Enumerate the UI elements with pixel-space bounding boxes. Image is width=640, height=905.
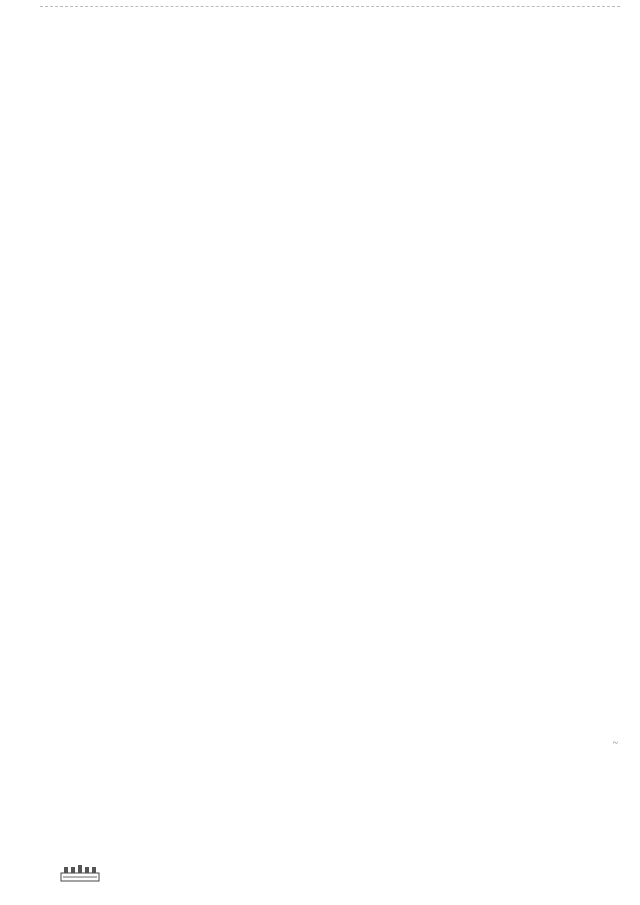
margin-mark: ~ bbox=[612, 738, 618, 749]
scan-edge-marks bbox=[40, 6, 620, 9]
document-body bbox=[116, 49, 610, 77]
printer-logo-icon bbox=[60, 864, 100, 882]
